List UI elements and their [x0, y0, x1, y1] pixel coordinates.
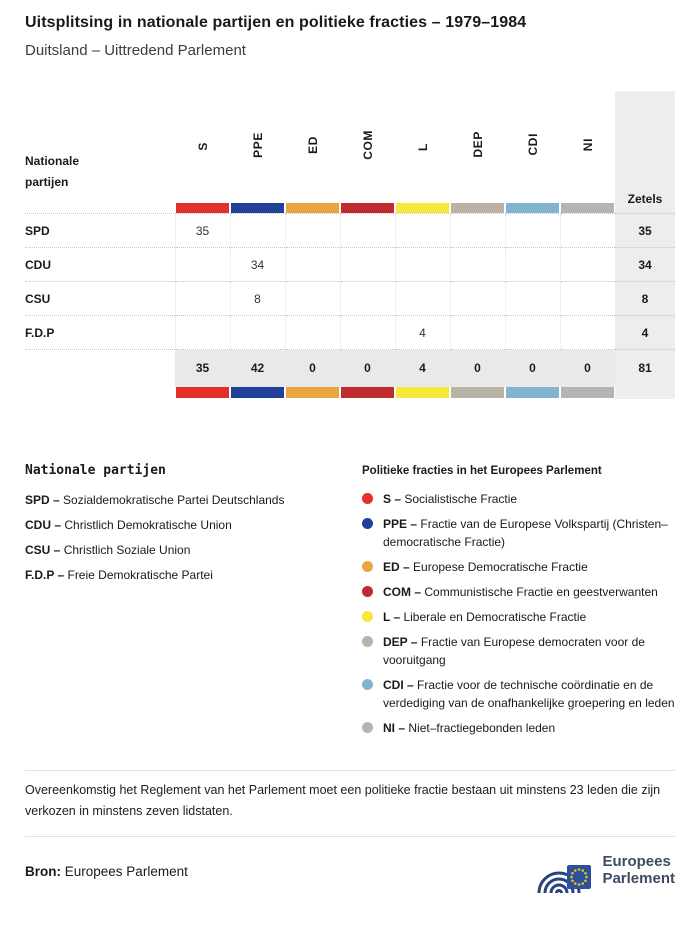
group-color-bar	[176, 203, 229, 213]
seats-cell: 8	[615, 282, 675, 316]
source-value: Europees Parlement	[64, 863, 188, 879]
group-color-bar	[451, 203, 504, 213]
group-color-bar	[561, 203, 614, 213]
group-column-header: NI	[580, 137, 595, 152]
group-color-bar	[396, 203, 449, 213]
legend-item: CSU – Christlich Soziale Union	[25, 542, 191, 557]
total-value-cell: 0	[450, 350, 505, 387]
value-cell	[560, 214, 615, 248]
value-cell	[505, 282, 560, 316]
value-cell	[175, 316, 230, 350]
value-cell	[340, 316, 395, 350]
value-cell	[340, 214, 395, 248]
group-column-header: ED	[305, 135, 320, 154]
footnote: Overeenkomstig het Reglement van het Parlement moet een politieke fractie bestaan uit minstens 23 leden die zijn verkozen in minstens zeven lidstaten.	[25, 782, 661, 819]
party-name-cell: CDU	[25, 248, 175, 282]
national-parties-legend	[25, 463, 362, 744]
value-cell	[560, 282, 615, 316]
value-cell	[285, 282, 340, 316]
total-value-cell: 0	[560, 350, 615, 387]
political-groups-legend	[362, 463, 675, 744]
value-cell: 8	[230, 282, 285, 316]
legend-color-dot	[362, 722, 373, 733]
value-cell	[505, 316, 560, 350]
page-subtitle: Duitsland – Uittredend Parlement	[25, 42, 246, 59]
party-name-cell: CSU	[25, 282, 175, 316]
table-row	[25, 248, 675, 282]
group-color-bar	[286, 387, 339, 398]
legend-section	[25, 463, 675, 744]
legend-color-dot	[362, 493, 373, 504]
group-column-header: S	[195, 142, 210, 151]
source-label: Bron:	[25, 863, 61, 879]
table-row	[25, 214, 675, 248]
total-value-cell: 4	[395, 350, 450, 387]
value-cell: 35	[175, 214, 230, 248]
value-cell	[560, 248, 615, 282]
table-row	[25, 316, 675, 350]
national-parties-column-header: Nationale partijen	[25, 154, 80, 189]
results-table	[25, 91, 675, 399]
group-color-bar	[341, 387, 394, 398]
group-color-bar	[451, 387, 504, 398]
group-color-bar	[506, 387, 559, 398]
legend-item: SPD – Sozialdemokratische Partei Deutschlands	[25, 492, 285, 507]
group-color-bar	[176, 387, 229, 398]
legend-item: COM – Communistische Fractie en geestverwanten	[362, 583, 675, 601]
group-color-bar	[341, 203, 394, 213]
ep-logo-text: Europees Parlement	[602, 853, 675, 888]
legend-color-dot	[362, 679, 373, 690]
legend-color-dot	[362, 518, 373, 529]
value-cell: 4	[395, 316, 450, 350]
value-cell	[395, 214, 450, 248]
value-cell	[285, 316, 340, 350]
group-column-header: L	[415, 143, 430, 151]
total-value-cell: 0	[505, 350, 560, 387]
value-cell	[450, 282, 505, 316]
political-groups-legend-title: Politieke fracties in het Europees Parlement	[362, 464, 602, 477]
total-value-cell: 0	[285, 350, 340, 387]
value-cell	[230, 214, 285, 248]
page-title: Uitsplitsing in nationale partijen en politieke fracties – 1979–1984	[25, 14, 527, 31]
legend-item: CDU – Christlich Demokratische Union	[25, 517, 232, 532]
total-value-cell: 42	[230, 350, 285, 387]
value-cell	[395, 282, 450, 316]
group-color-bar	[286, 203, 339, 213]
value-cell	[340, 248, 395, 282]
value-cell	[285, 214, 340, 248]
group-column-header: CDI	[525, 133, 540, 156]
group-color-bar	[396, 387, 449, 398]
value-cell	[505, 214, 560, 248]
total-value-cell: 35	[175, 350, 230, 387]
group-column-header: PPE	[250, 131, 265, 158]
group-color-bar	[506, 203, 559, 213]
group-column-header: DEP	[470, 131, 485, 158]
value-cell	[175, 282, 230, 316]
seats-cell: 4	[615, 316, 675, 350]
table-row	[25, 282, 675, 316]
group-column-header: COM	[360, 129, 375, 160]
legend-item: PPE – Fractie van de Europese Volkspartij (Christen–democratische Fractie)	[362, 515, 675, 551]
legend-item: F.D.P – Freie Demokratische Partei	[25, 567, 213, 582]
national-parties-legend-title: Nationale partijen	[25, 462, 166, 478]
value-cell	[340, 282, 395, 316]
header-row	[25, 91, 675, 203]
group-color-bar	[561, 387, 614, 398]
legend-color-dot	[362, 611, 373, 622]
legend-item: DEP – Fractie van Europese democraten voor de vooruitgang	[362, 633, 675, 669]
source-row	[25, 837, 675, 895]
totals-spacer	[25, 350, 175, 387]
total-seats-cell: 81	[615, 350, 675, 387]
value-cell: 34	[230, 248, 285, 282]
seats-cell: 35	[615, 214, 675, 248]
legend-color-dot	[362, 586, 373, 597]
value-cell	[175, 248, 230, 282]
group-color-bar-row	[25, 387, 675, 399]
party-name-cell: F.D.P	[25, 316, 175, 350]
group-color-bar	[231, 203, 284, 213]
total-value-cell: 0	[340, 350, 395, 387]
legend-color-dot	[362, 561, 373, 572]
legend-item: ED – Europese Democratische Fractie	[362, 558, 675, 576]
ep-logo-graphic	[535, 847, 593, 895]
source-text	[25, 864, 188, 879]
seats-column-header: Zetels	[627, 192, 663, 206]
value-cell	[450, 316, 505, 350]
legend-item: S – Socialistische Fractie	[362, 490, 675, 508]
value-cell	[450, 214, 505, 248]
value-cell	[450, 248, 505, 282]
legend-color-dot	[362, 636, 373, 647]
value-cell	[230, 316, 285, 350]
totals-row	[25, 350, 675, 387]
ep-logo	[535, 847, 675, 895]
seats-cell: 34	[615, 248, 675, 282]
legend-item: CDI – Fractie voor de technische coördinatie en de verdediging van de onafhankelijke groepering en leden	[362, 676, 675, 712]
legend-item: L – Liberale en Democratische Fractie	[362, 608, 675, 626]
value-cell	[395, 248, 450, 282]
party-name-cell: SPD	[25, 214, 175, 248]
value-cell	[285, 248, 340, 282]
value-cell	[505, 248, 560, 282]
legend-item: NI – Niet–fractiegebonden leden	[362, 719, 675, 737]
value-cell	[560, 316, 615, 350]
group-color-bar	[231, 387, 284, 398]
